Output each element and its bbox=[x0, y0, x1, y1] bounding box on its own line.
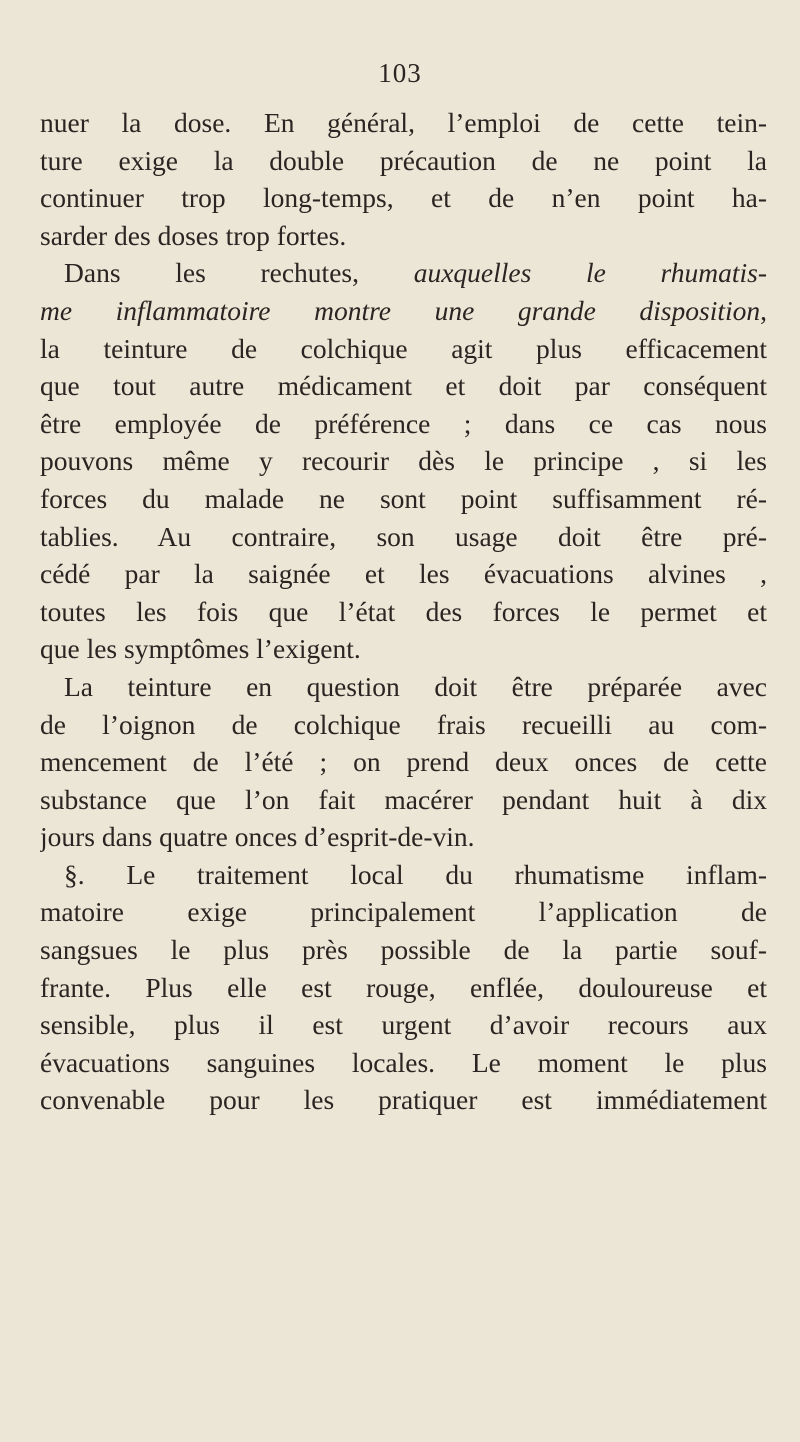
text-line bbox=[40, 254, 767, 292]
italic-text: me inflammatoire montre une grande disposition bbox=[40, 294, 761, 326]
body-text bbox=[40, 104, 767, 1119]
italic-text: auxquelles le rhumatis- bbox=[413, 257, 767, 289]
text-span: tablies. Au contraire, son usage doit être pré- bbox=[40, 520, 767, 552]
text-line bbox=[40, 893, 767, 931]
text-line bbox=[40, 781, 767, 819]
text-span: de l’oignon de colchique frais recueilli au com- bbox=[40, 708, 767, 740]
text-line bbox=[40, 330, 767, 368]
text-span: être employée de préférence ; dans ce cas nous bbox=[40, 407, 767, 439]
text-span: mencement de l’été ; on prend deux onces de cette bbox=[40, 746, 767, 778]
text-span: La teinture en question doit être préparée avec bbox=[64, 670, 767, 702]
text-line bbox=[40, 142, 767, 180]
text-span: matoire exige principalement l’application de bbox=[40, 896, 767, 928]
text-span: jours dans quatre onces d’esprit-de-vin. bbox=[40, 821, 475, 853]
text-span: convenable pour les pratiquer est immédiatement bbox=[40, 1084, 767, 1116]
text-line bbox=[40, 818, 767, 856]
text-line bbox=[40, 555, 767, 593]
text-span: continuer trop long-temps, et de n’en point ha- bbox=[40, 182, 767, 214]
text-span: §. Le traitement local du rhumatisme inflam- bbox=[64, 858, 767, 890]
text-line bbox=[40, 668, 767, 706]
text-line bbox=[40, 480, 767, 518]
text-span: Dans les rechutes, bbox=[64, 257, 414, 289]
text-span: nuer la dose. En général, l’emploi de cette tein- bbox=[40, 107, 767, 138]
text-span: ture exige la double précaution de ne point la bbox=[40, 144, 767, 176]
text-line bbox=[40, 405, 767, 443]
text-line bbox=[40, 593, 767, 631]
text-line bbox=[40, 743, 767, 781]
text-line bbox=[40, 179, 767, 217]
page-number: 103 bbox=[378, 58, 422, 88]
text-span: , bbox=[760, 294, 767, 326]
text-line bbox=[40, 442, 767, 480]
text-line bbox=[40, 931, 767, 969]
text-line bbox=[40, 630, 767, 668]
text-span: cédé par la saignée et les évacuations alvines , bbox=[40, 558, 767, 590]
text-span: la teinture de colchique agit plus efficacement bbox=[40, 332, 767, 364]
text-line bbox=[40, 969, 767, 1007]
text-span: frante. Plus elle est rouge, enflée, douloureuse et bbox=[40, 971, 767, 1003]
text-span: sarder des doses trop fortes. bbox=[40, 219, 347, 251]
text-span: toutes les fois que l’état des forces le permet et bbox=[40, 595, 767, 627]
text-line bbox=[40, 367, 767, 405]
text-span: pouvons même y recourir dès le principe , si les bbox=[40, 445, 767, 477]
text-line bbox=[40, 292, 767, 330]
text-line bbox=[40, 518, 767, 556]
text-span: sangsues le plus près possible de la partie souf- bbox=[40, 934, 767, 966]
text-span: évacuations sanguines locales. Le moment le plus bbox=[40, 1046, 767, 1078]
text-span: forces du malade ne sont point suffisamment ré- bbox=[40, 482, 767, 514]
text-line bbox=[40, 856, 767, 894]
text-line bbox=[40, 1006, 767, 1044]
text-line bbox=[40, 1044, 767, 1082]
text-line bbox=[40, 217, 767, 255]
text-line bbox=[40, 706, 767, 744]
text-span: substance que l’on fait macérer pendant huit à dix bbox=[40, 783, 767, 815]
text-line bbox=[40, 1081, 767, 1119]
text-line bbox=[40, 104, 767, 142]
text-span: que les symptômes l’exigent. bbox=[40, 633, 361, 665]
text-span: sensible, plus il est urgent d’avoir recours aux bbox=[40, 1009, 767, 1041]
text-span: que tout autre médicament et doit par conséquent bbox=[40, 370, 767, 402]
